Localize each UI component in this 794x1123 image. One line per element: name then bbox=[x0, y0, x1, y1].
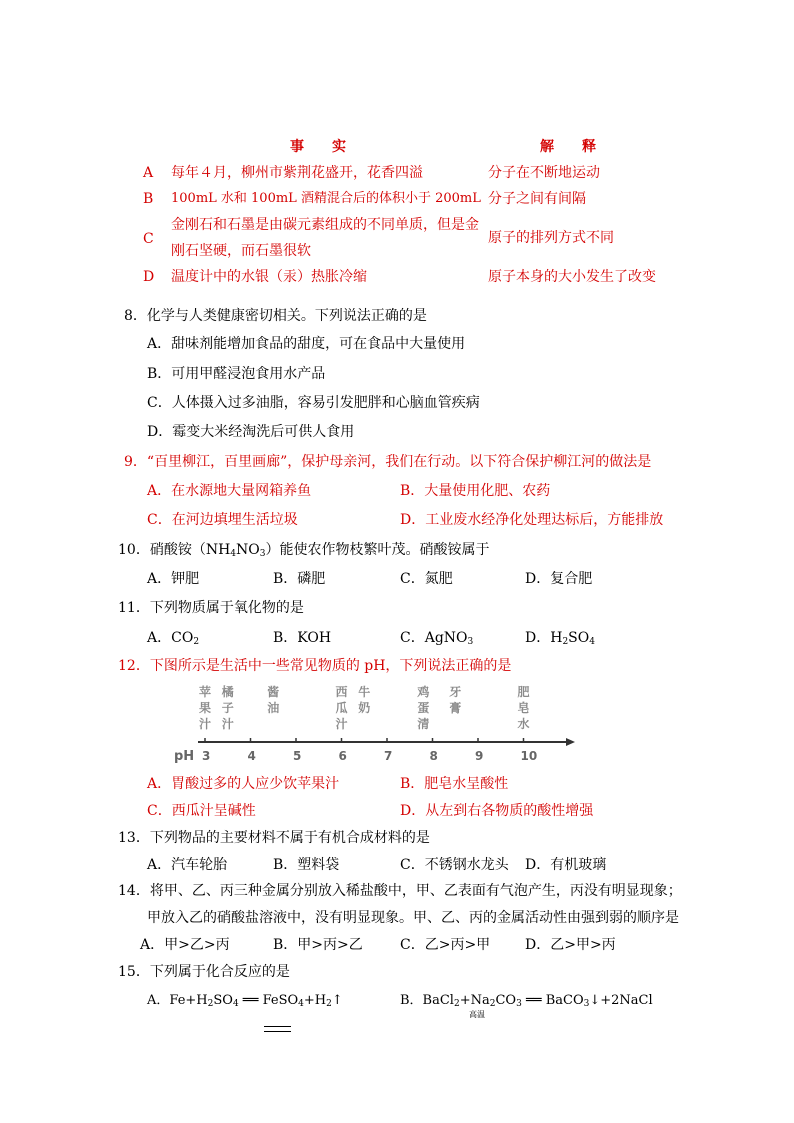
substance-label bbox=[221, 684, 234, 731]
q12-option-b: B．肥皂水呈酸性 bbox=[400, 776, 509, 792]
q13-stem: 13．下列物品的主要材料不属于有机合成材料的是 bbox=[118, 830, 430, 846]
q13-option-c: C．不锈钢水龙头 bbox=[400, 857, 509, 873]
q14-option-d: D．乙>甲>丙 bbox=[525, 937, 616, 953]
row-c-explain: 原子的排列方式不同 bbox=[488, 230, 614, 246]
substance-label bbox=[267, 684, 279, 715]
ph-tick-label: 3 bbox=[202, 749, 211, 763]
q8-stem: 8．化学与人类健康密切相关。下列说法正确的是 bbox=[124, 308, 427, 324]
substance-label-char: 牛 bbox=[358, 685, 371, 699]
substance-label bbox=[336, 684, 348, 731]
row-b-letter: B bbox=[143, 191, 154, 207]
substance-label-char: 油 bbox=[267, 701, 280, 715]
q11-option-c: C．AgNO$_3$ bbox=[400, 630, 474, 647]
row-b-explain: 分子之间有间隔 bbox=[488, 191, 586, 207]
ph-tick-label: 5 bbox=[293, 749, 302, 763]
q10-option-d: D．复合肥 bbox=[525, 571, 593, 587]
ph-tick-label: 6 bbox=[338, 749, 347, 763]
q8-option-b: B．可用甲醛浸泡食用水产品 bbox=[147, 366, 326, 382]
q15-condition-label: 高温 bbox=[469, 1010, 485, 1019]
ph-tick-label: 9 bbox=[475, 749, 484, 763]
substance-label-char: 肥 bbox=[517, 685, 530, 699]
substance-label-char: 果 bbox=[199, 701, 212, 715]
q14-option-c: C．乙>丙>甲 bbox=[400, 937, 491, 953]
q11-option-a: A．$CO_2$ bbox=[147, 630, 200, 647]
substance-label-char: 子 bbox=[221, 701, 234, 715]
ph-axis-label: pH bbox=[174, 749, 195, 764]
q8-option-c: C．人体摄入过多油脂，容易引发肥胖和心脑血管疾病 bbox=[147, 395, 480, 411]
table-header-explain: 解 释 bbox=[540, 139, 596, 155]
q14-line1: 14．将甲、乙、丙三种金属分别放入稀盐酸中，甲、乙表面有气泡产生，丙没有明显现象； bbox=[118, 883, 682, 899]
row-d-explain: 原子本身的大小发生了改变 bbox=[488, 269, 656, 285]
q10-option-b: B．磷肥 bbox=[273, 571, 326, 587]
ph-axis-arrow bbox=[566, 738, 575, 746]
substance-label bbox=[518, 684, 530, 731]
substance-label bbox=[416, 684, 429, 731]
substance-label-char: 汁 bbox=[199, 717, 212, 731]
substance-label-char: 汁 bbox=[221, 717, 234, 731]
substance-label bbox=[199, 684, 211, 731]
substance-label bbox=[358, 684, 370, 715]
substance-label-char: 瓜 bbox=[335, 701, 348, 715]
row-a-fact: 每年４月，柳州市紫荆花盛开，花香四溢 bbox=[171, 165, 423, 181]
q15-stem: 15．下列属于化合反应的是 bbox=[118, 964, 290, 980]
q15-option-b: B．$BaCl_2+Na_2CO_3$ ══ BaCO$_3$↓+2NaCl bbox=[400, 993, 653, 1009]
ph-tick-label: 7 bbox=[384, 749, 393, 763]
row-a-explain: 分子在不断地运动 bbox=[488, 165, 600, 181]
substance-label-char: 奶 bbox=[358, 701, 371, 715]
q9-option-d: D．工业废水经净化处理达标后，方能排放 bbox=[400, 512, 664, 528]
q14-option-b: B．甲>丙>乙 bbox=[273, 937, 363, 953]
ph-tick-label: 10 bbox=[520, 749, 538, 763]
ph-tick-label: 8 bbox=[429, 749, 438, 763]
row-b-fact: 100mL 水和 100mL 酒精混合后的体积小于 200mL bbox=[171, 191, 481, 206]
q8-option-d: D．霉变大米经淘洗后可供人食用 bbox=[147, 424, 355, 440]
substance-label-char: 牙 bbox=[449, 685, 462, 699]
q15-equals-sign bbox=[264, 1026, 291, 1032]
q12-option-c: C．西瓜汁呈碱性 bbox=[147, 803, 256, 819]
q15-option-a: A．$Fe+H_2SO_4$ ══ $FeSO_4+H_2↑$ bbox=[147, 993, 343, 1009]
table-header-fact: 事 实 bbox=[290, 139, 346, 155]
q9-option-a: A．在水源地大量网箱养鱼 bbox=[147, 483, 312, 499]
row-d-letter: D bbox=[143, 269, 155, 285]
row-c-fact-line2: 刚石坚硬，而石墨很软 bbox=[171, 243, 311, 259]
q12-option-d: D．从左到右各物质的酸性增强 bbox=[400, 803, 594, 819]
substance-label-char: 鸡 bbox=[417, 685, 430, 699]
q8-option-a: A．甜味剂能增加食品的甜度，可在食品中大量使用 bbox=[147, 336, 466, 352]
substance-label-char: 蛋 bbox=[417, 701, 430, 715]
substance-label bbox=[449, 684, 461, 715]
row-a-letter: A bbox=[143, 165, 154, 181]
substance-label-char: 酱 bbox=[267, 685, 280, 699]
q11-option-d: D．$H_2SO_4$ bbox=[525, 630, 595, 647]
q14-line2: 甲放入乙的硝酸盐溶液中，没有明显现象。甲、乙、丙的金属活动性由强到弱的顺序是 bbox=[147, 910, 679, 926]
substance-label-char: 西 bbox=[335, 685, 348, 699]
q12-option-a: A．胃酸过多的人应少饮苹果汁 bbox=[147, 776, 340, 792]
substance-label-char: 水 bbox=[517, 717, 530, 731]
q11-option-b: B．KOH bbox=[273, 630, 332, 646]
row-c-letter: C bbox=[143, 231, 154, 247]
q10-option-a: A．钾肥 bbox=[147, 571, 200, 587]
substance-label-char: 橘 bbox=[221, 685, 234, 699]
q12-stem: 12．下图所示是生活中一些常见物质的 pH，下列说法正确的是 bbox=[118, 658, 512, 674]
substance-label-char: 苹 bbox=[199, 685, 212, 699]
q14-option-a: A．甲>乙>丙 bbox=[140, 937, 230, 953]
q13-option-b: B．塑料袋 bbox=[273, 857, 340, 873]
q13-option-a: A．汽车轮胎 bbox=[147, 857, 228, 873]
q9-option-c: C．在河边填埋生活垃圾 bbox=[147, 512, 298, 528]
substance-label-char: 膏 bbox=[449, 701, 462, 715]
q9-option-b: B．大量使用化肥、农药 bbox=[400, 483, 551, 499]
q11-stem: 11．下列物质属于氧化物的是 bbox=[118, 600, 304, 616]
row-c-fact-line1: 金刚石和石墨是由碳元素组成的不同单质，但是金 bbox=[171, 217, 479, 233]
q10-stem: 10．硝酸铵$(NH_4NO_3)$能使农作物枝繁叶茂。硝酸铵属于 bbox=[118, 542, 490, 559]
substance-label-char: 汁 bbox=[335, 717, 348, 731]
substance-label-char: 清 bbox=[417, 717, 430, 731]
ph-tick-label: 4 bbox=[247, 749, 256, 763]
row-d-fact: 温度计中的水银（汞）热胀冷缩 bbox=[171, 269, 367, 285]
substance-label-char: 皂 bbox=[517, 701, 530, 715]
q13-option-d: D．有机玻璃 bbox=[525, 857, 607, 873]
q9-stem: 9．“百里柳江，百里画廊”，保护母亲河，我们在行动。以下符合保护柳江河的做法是 bbox=[124, 454, 652, 470]
ph-scale-diagram bbox=[170, 684, 590, 766]
q10-option-c: C．氮肥 bbox=[400, 571, 453, 587]
